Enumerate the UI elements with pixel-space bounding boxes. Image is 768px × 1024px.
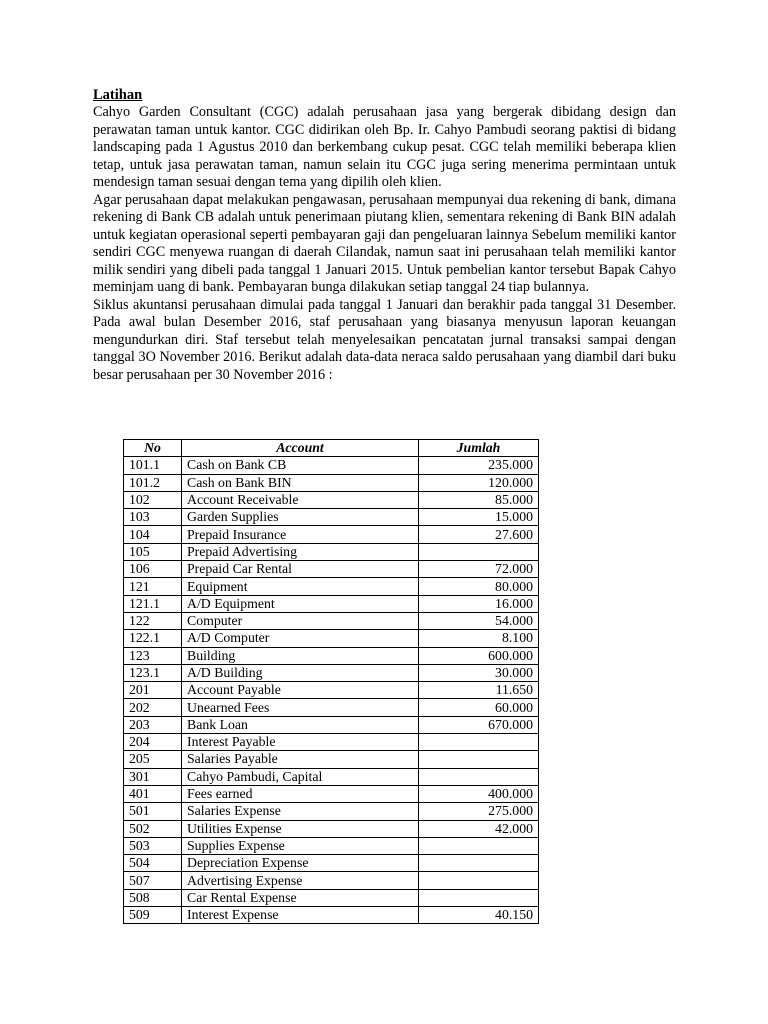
cell-account: A/D Equipment: [182, 595, 419, 612]
cell-no: 123.1: [124, 664, 182, 681]
cell-jumlah: 235.000: [419, 457, 539, 474]
cell-no: 508: [124, 889, 182, 906]
cell-jumlah: 54.000: [419, 612, 539, 629]
table-row: [124, 699, 539, 716]
cell-no: 507: [124, 872, 182, 889]
cell-account: Unearned Fees: [182, 699, 419, 716]
table-row: [124, 630, 539, 647]
table-body: [124, 457, 539, 924]
table-row: [124, 785, 539, 802]
table-header-row: [124, 440, 539, 457]
cell-jumlah: [419, 872, 539, 889]
paragraph-company-profile: Cahyo Garden Consultant (CGC) adalah perusahaan jasa yang bergerak dibidang design dan perawatan taman untuk kantor. CGC didirikan oleh Bp. Ir. Cahyo Pambudi seorang paktisi di bidang landscaping pada 1 Agustus 2010 dan berkembang cukup pesat. CGC telah memiliki beberapa klien tetap, untuk jasa perawatan taman, namun selain itu CGC juga sering menerima permintaan untuk mendesign taman sesuai dengan tema yang dipilih oleh klien.: [93, 104, 676, 190]
cell-no: 501: [124, 803, 182, 820]
cell-no: 202: [124, 699, 182, 716]
table-row: [124, 889, 539, 906]
paragraph-bank-accounts: Agar perusahaan dapat melakukan pengawasan, perusahaan mempunyai dua rekening di bank, dimana rekening di Bank CB adalah untuk penerimaan piutang klien, sementara rekening di Bank BIN adalah untuk kegiatan operasional seperti pembayaran gaji dan pengeluaran lainnya Sebelum memiliki kantor sendiri CGC menyewa ruangan di daerah Cilandak, namun saat ini perusahaan telah memiliki kantor milik sendiri yang dibeli pada tanggal 1 Januari 2015. Untuk pembelian kantor tersebut Bapak Cahyo meminjam uang di bank. Pembayaran bunga dilakukan setiap tanggal 24 tiap bulannya.: [93, 191, 676, 295]
table-row: [124, 595, 539, 612]
cell-jumlah: 120.000: [419, 474, 539, 491]
cell-jumlah: [419, 837, 539, 854]
cell-jumlah: [419, 734, 539, 751]
table-row: [124, 509, 539, 526]
cell-account: Supplies Expense: [182, 837, 419, 854]
cell-account: Bank Loan: [182, 716, 419, 733]
paragraph-accounting-cycle: Siklus akuntansi perusahaan dimulai pada tanggal 1 Januari dan berakhir pada tanggal 31 Desember. Pada awal bulan Desember 2016, staf perusahaan yang biasanya menyusun laporan keuangan mengundurkan diri. Staf tersebut telah menyelesaikan pencatatan jurnal transaksi sampai dengan tanggal 3O November 2016. Berikut adalah data-data neraca saldo perusahaan yang diambil dari buku besar perusahaan per 30 November 2016 :: [93, 296, 676, 383]
table-row: [124, 612, 539, 629]
table-row: [124, 664, 539, 681]
table-row: [124, 543, 539, 560]
cell-account: Account Receivable: [182, 491, 419, 508]
cell-account: Account Payable: [182, 682, 419, 699]
cell-jumlah: 8.100: [419, 630, 539, 647]
cell-account: Interest Expense: [182, 907, 419, 924]
cell-account: Prepaid Insurance: [182, 526, 419, 543]
table-row: [124, 820, 539, 837]
cell-account: Cash on Bank BIN: [182, 474, 419, 491]
cell-no: 203: [124, 716, 182, 733]
cell-no: 101.2: [124, 474, 182, 491]
cell-no: 123: [124, 647, 182, 664]
cell-account: Fees earned: [182, 785, 419, 802]
cell-jumlah: 42.000: [419, 820, 539, 837]
cell-jumlah: 15.000: [419, 509, 539, 526]
cell-jumlah: 16.000: [419, 595, 539, 612]
cell-jumlah: 11.650: [419, 682, 539, 699]
cell-no: 401: [124, 785, 182, 802]
cell-no: 121: [124, 578, 182, 595]
table-row: [124, 734, 539, 751]
table-row: [124, 561, 539, 578]
table-row: [124, 682, 539, 699]
cell-no: 502: [124, 820, 182, 837]
cell-jumlah: 670.000: [419, 716, 539, 733]
cell-no: 205: [124, 751, 182, 768]
cell-no: 104: [124, 526, 182, 543]
table-row: [124, 716, 539, 733]
cell-jumlah: 30.000: [419, 664, 539, 681]
cell-jumlah: [419, 855, 539, 872]
cell-jumlah: [419, 768, 539, 785]
cell-no: 101.1: [124, 457, 182, 474]
cell-no: 121.1: [124, 595, 182, 612]
table-row: [124, 837, 539, 854]
table-row: [124, 872, 539, 889]
table-row: [124, 457, 539, 474]
cell-jumlah: 600.000: [419, 647, 539, 664]
trial-balance-table: [123, 439, 539, 924]
cell-account: Garden Supplies: [182, 509, 419, 526]
cell-account: Cahyo Pambudi, Capital: [182, 768, 419, 785]
cell-jumlah: 275.000: [419, 803, 539, 820]
cell-no: 301: [124, 768, 182, 785]
cell-account: Car Rental Expense: [182, 889, 419, 906]
header-account: Account: [182, 440, 419, 457]
table-row: [124, 907, 539, 924]
cell-account: A/D Building: [182, 664, 419, 681]
page-title: Latihan: [93, 87, 143, 103]
cell-jumlah: 85.000: [419, 491, 539, 508]
cell-no: 503: [124, 837, 182, 854]
cell-account: Prepaid Advertising: [182, 543, 419, 560]
table-row: [124, 578, 539, 595]
document-body: [93, 86, 676, 384]
cell-no: 122.1: [124, 630, 182, 647]
cell-jumlah: [419, 751, 539, 768]
cell-jumlah: 72.000: [419, 561, 539, 578]
cell-account: Building: [182, 647, 419, 664]
cell-jumlah: [419, 889, 539, 906]
cell-jumlah: 400.000: [419, 785, 539, 802]
cell-no: 106: [124, 561, 182, 578]
cell-no: 122: [124, 612, 182, 629]
cell-jumlah: [419, 543, 539, 560]
table-row: [124, 647, 539, 664]
cell-jumlah: 40.150: [419, 907, 539, 924]
cell-jumlah: 60.000: [419, 699, 539, 716]
header-no: No: [124, 440, 182, 457]
cell-account: Salaries Expense: [182, 803, 419, 820]
cell-account: Prepaid Car Rental: [182, 561, 419, 578]
cell-account: Computer: [182, 612, 419, 629]
table-row: [124, 855, 539, 872]
table-row: [124, 803, 539, 820]
cell-account: Salaries Payable: [182, 751, 419, 768]
table-row: [124, 768, 539, 785]
cell-account: Equipment: [182, 578, 419, 595]
cell-jumlah: 80.000: [419, 578, 539, 595]
cell-no: 201: [124, 682, 182, 699]
table-row: [124, 526, 539, 543]
cell-no: 105: [124, 543, 182, 560]
table-row: [124, 751, 539, 768]
cell-account: Interest Payable: [182, 734, 419, 751]
cell-account: Cash on Bank CB: [182, 457, 419, 474]
cell-jumlah: 27.600: [419, 526, 539, 543]
cell-no: 102: [124, 491, 182, 508]
cell-no: 509: [124, 907, 182, 924]
table-row: [124, 474, 539, 491]
cell-no: 504: [124, 855, 182, 872]
cell-no: 103: [124, 509, 182, 526]
cell-account: A/D Computer: [182, 630, 419, 647]
header-jumlah: Jumlah: [419, 440, 539, 457]
cell-account: Advertising Expense: [182, 872, 419, 889]
table-row: [124, 491, 539, 508]
cell-account: Depreciation Expense: [182, 855, 419, 872]
cell-no: 204: [124, 734, 182, 751]
cell-account: Utilities Expense: [182, 820, 419, 837]
